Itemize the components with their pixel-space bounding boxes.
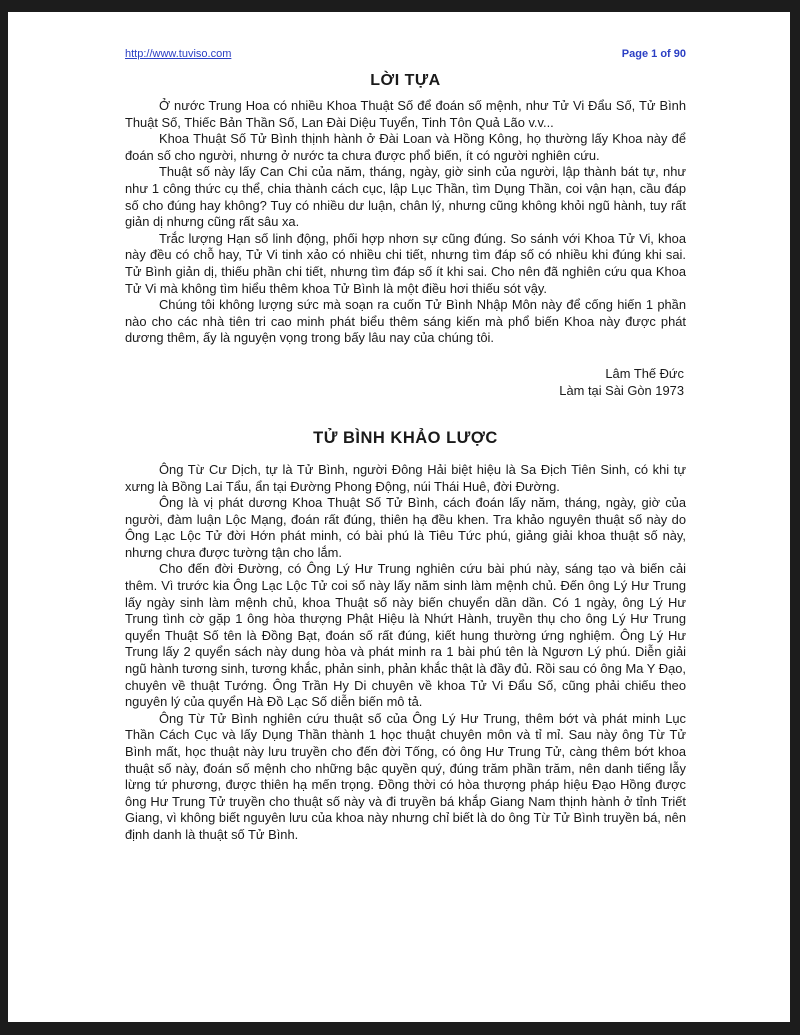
paragraph: Ông là vị phát dương Khoa Thuật Số Tử Bình, cách đoán lấy năm, tháng, ngày, giờ của người, đàm luận Lộc Mạng, đoán rất đúng, thiên hạ đều khen. Tra khảo nguyên thuật số này do Ông Lạc Lộc Tử đời Hớn phát minh, có bài phú là Tiêu Tức phú, giảng giải khoa thuật số này, nhưng chưa được tường tận cho lắm. [125,495,686,560]
history-body [125,462,686,844]
paragraph: Thuật số này lấy Can Chi của năm, tháng, ngày, giờ sinh của người, lập thành bát tự, như như 1 công thức cụ thể, chia thành cách cục, lập Lục Thần, tìm Dụng Thần, coi vận hạn, cầu đáp số cho đúng hay không? Tuy có nhiều dư luận, chân lý, nhưng cũng không khỏi ngũ hành, tuy rất giản dị nhưng cũng rất sâu xa. [125,164,686,230]
paragraph: Ở nước Trung Hoa có nhiều Khoa Thuật Số để đoán số mệnh, như Tử Vi Đẩu Số, Tử Bình Thuật Số, Thiếc Bản Thần Số, Lan Đài Diệu Tuyển, Tinh Tôn Quả Lão v.v... [125,98,686,130]
paragraph: Cho đến đời Đường, có Ông Lý Hư Trung nghiên cứu bài phú này, sáng tạo và biến cải thêm. Vì trước kia Ông Lạc Lộc Tử coi số này lấy năm sinh làm mệnh chủ. Đến ông Lý Hư Trung lấy ngày sinh làm mệnh chủ, khoa Thuật số này biến chuyển dần dần. Có 1 ngày, ông Lý Hư Trung tình cờ gặp 1 ông hòa thượng Phật Hiệu là Nhứt Hành, truyền thụ cho ông Lý Hư Trung quyển Thuật Số tên là Đồng Bạt, đoán số rất đúng, kiết hung thường ứng nghiệm. Ông Lý Hư Trung lấy 2 quyển sách này dung hòa và phát minh ra 1 bài phú tên là Ngươn Lý phú. Diễn giải ngũ hành tương sinh, tương khắc, phản sinh, phản khắc thật là đầy đủ. Rồi sau có ông Ma Y Đạo, chuyên về thuật Tướng. Ông Trần Hy Di chuyên về khoa Tử Vi Đẩu Số, cũng phải chiếu theo nguyên lý của quyển Hà Đồ Lạc Số diễn biến mô tả. [125,561,686,710]
signature-place: Làm tại Sài Gòn 1973 [559,382,684,398]
paragraph: Khoa Thuật Số Tử Bình thịnh hành ở Đài Loan và Hồng Kông, họ thường lấy Khoa này để đoán số cho người, nhưng ở nước ta chưa được phổ biến, ít có người nghiên cứu. [125,131,686,163]
paragraph: Ông Từ Tử Bình nghiên cứu thuật số của Ông Lý Hư Trung, thêm bớt và phát minh Lục Thần Cách Cục và lấy Dụng Thần thành 1 học thuật chuyên môn và tỉ mỉ. Sau này ông Từ Tử Bình mất, học thuật này lưu truyền cho đến đời Tống, có ông Hư Trung Tử, càng thêm bớt khoa thuật số này, đoán số mệnh cho những bậc quyền quý, đúng trăm phần trăm, nên danh tiếng lẫy lừng tứ phương, được thiên hạ mến trọng. Đồng thời có hòa thượng pháp hiệu Đạo Hồng được ông Hư Trung Tử truyền cho thuật số này và đi truyền bá khắp Giang Nam thịnh hành ở tỉnh Triết Giang, vì không biết nguyên lưu của khoa này nhưng chỉ biết là do ông Từ Tử Bình truyền bá, nên định danh là thuật số Tử Bình. [125,710,686,842]
preface-title: LỜI TỰA [370,72,441,89]
source-url-link[interactable]: http://www.tuviso.com [125,48,232,60]
page-number: Page 1 of 90 [621,48,686,60]
paragraph: Trắc lượng Hạn số linh động, phối hợp nhơn sự cũng đúng. So sánh với Khoa Tử Vi, khoa này đều có chỗ hay, Tử Vi tinh xảo có nhiều chi tiết, nhưng tìm đáp số có nhiều khi đúng khi sai. Tử Bình giản dị, thiếu phần chi tiết, nhưng tìm đáp số ít khi sai. Cho nên đã nghiên cứu qua Khoa Tử Vi mà không tìm hiểu thêm khoa Tử Bình là một điều hơi thiếu sót vậy. [125,230,686,296]
signature-block [125,365,686,399]
history-title: TỬ BÌNH KHẢO LƯỢC [313,428,498,447]
paragraph: Chúng tôi không lượng sức mà soạn ra cuốn Tử Bình Nhập Môn này để cống hiến 1 phần nào cho các nhà tiên tri cao minh phát biểu thêm sáng kiến mà phổ biến Khoa này được phát dương thêm, ấy là nguyện vọng trong bấy lâu nay của chúng tôi. [125,297,686,346]
document-page [8,12,790,1022]
signature-name: Lâm Thế Đức [605,365,684,381]
page-header [125,48,686,66]
preface-body [125,98,686,347]
paragraph: Ông Từ Cư Dịch, tự là Tử Bình, người Đông Hải biệt hiệu là Sa Địch Tiên Sinh, có khi tự xưng là Bồng Lai Tẩu, ẩn tại Đường Phong Động, núi Thái Huê, đời Đường. [125,461,686,494]
